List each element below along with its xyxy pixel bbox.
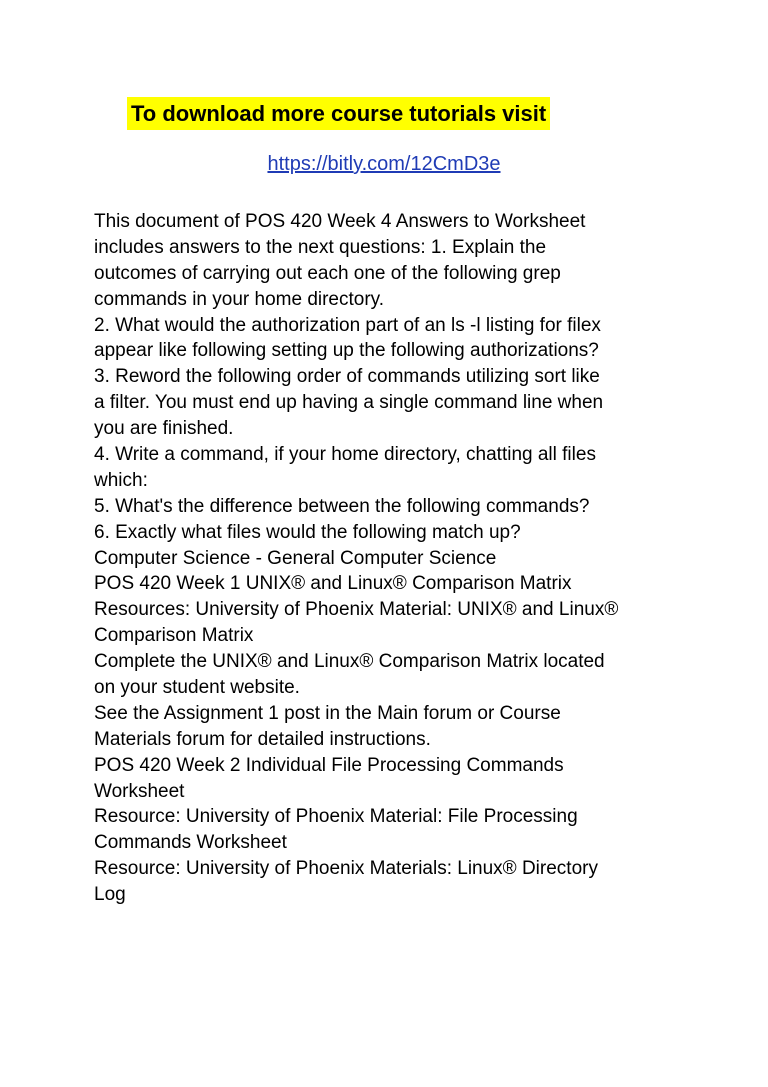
body-line: This document of POS 420 Week 4 Answers to Worksheet xyxy=(94,211,586,232)
body-line: you are finished. xyxy=(94,418,234,440)
body-line: 2. What would the authorization part of an ls -l listing for filex xyxy=(94,314,601,336)
body-line: a filter. You must end up having a single command line when xyxy=(94,392,604,414)
body-line: outcomes of carrying out each one of the following grep xyxy=(94,262,561,284)
body-line: commands in your home directory. xyxy=(94,288,385,310)
body-line: Worksheet xyxy=(94,780,185,802)
body-line: appear like following setting up the following authorizations? xyxy=(94,340,599,362)
body-line: Computer Science - General Computer Science xyxy=(94,547,497,569)
body-line: which: xyxy=(94,469,148,491)
tutorial-link[interactable]: https://bitly.com/12CmD3e xyxy=(267,153,501,175)
body-line: Resource: University of Phoenix Material: File Processing xyxy=(94,806,578,828)
body-line: Comparison Matrix xyxy=(94,625,254,647)
body-line: POS 420 Week 1 UNIX® and Linux® Comparison Matrix xyxy=(94,573,572,595)
body-line: includes answers to the next questions: 1. Explain the xyxy=(94,236,547,258)
body-line: Resources: University of Phoenix Material: UNIX® and Linux® xyxy=(94,599,619,621)
body-line: 3. Reword the following order of commands utilizing sort like xyxy=(94,366,600,388)
body-line: Log xyxy=(94,884,126,906)
body-line: Complete the UNIX® and Linux® Comparison Matrix located xyxy=(94,651,605,673)
document-body xyxy=(94,209,694,908)
body-line: POS 420 Week 2 Individual File Processing Commands xyxy=(94,754,564,776)
body-line: 6. Exactly what files would the following match up? xyxy=(94,521,521,543)
body-line: Materials forum for detailed instructions. xyxy=(94,728,431,750)
body-line: Commands Worksheet xyxy=(94,832,287,854)
page-title-highlighted: To download more course tutorials visit xyxy=(127,97,550,130)
body-line: Resource: University of Phoenix Materials: Linux® Directory xyxy=(94,858,598,880)
body-line: on your student website. xyxy=(94,677,300,699)
body-line: 4. Write a command, if your home directory, chatting all files xyxy=(94,444,596,466)
body-line: See the Assignment 1 post in the Main forum or Course xyxy=(94,702,561,724)
body-line: 5. What's the difference between the following commands? xyxy=(94,495,590,517)
